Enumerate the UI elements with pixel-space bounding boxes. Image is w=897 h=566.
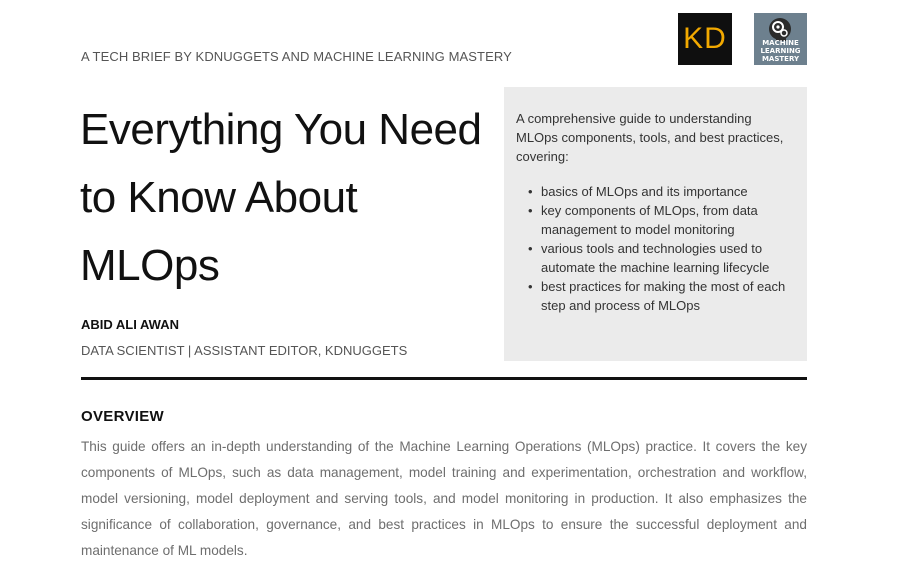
overview-text: This guide offers an in-depth understanding of the Machine Learning Operations (MLOps) practice. It covers the key components of MLOps, such as data management, model training and experimentation, orchestration and workflow, model versioning, model deployment and serving tools, and model monitoring in production. It also emphasizes the significance of collaboration, governance, and best practices in MLOps to ensure the successful deployment and maintenance of ML models. [81,439,807,558]
kdnuggets-logo-text: KD [683,22,727,55]
section-divider [81,377,807,380]
machine-learning-mastery-logo [754,13,807,65]
author-name: ABID ALI AWAN [81,317,179,332]
overview-heading: OVERVIEW [81,408,164,425]
page-title [80,96,490,300]
kdnuggets-logo [678,13,732,65]
summary-bullet: • basics of MLOps and its importance [541,182,795,201]
title-line: MLOps [80,241,220,290]
summary-bullet: • key components of MLOps, from data management to model monitoring [541,201,795,239]
summary-list [516,182,795,315]
summary-bullet: • best practices for making the most of each step and process of MLOps [541,277,795,315]
title-line: Everything You Need [80,105,482,154]
summary-box [504,87,807,361]
summary-bullet: • various tools and technologies used to automate the machine learning lifecycle [541,239,795,277]
mlm-logo-text: MACHINE LEARNING MASTERY [760,39,801,63]
brief-label: A TECH BRIEF BY KDNUGGETS AND MACHINE LEARNING MASTERY [81,49,512,64]
title-line: to Know About [80,173,358,222]
summary-intro: A comprehensive guide to understanding MLOps components, tools, and best practices, covering: [516,111,784,164]
author-role: DATA SCIENTIST | ASSISTANT EDITOR, KDNUGGETS [81,343,408,358]
